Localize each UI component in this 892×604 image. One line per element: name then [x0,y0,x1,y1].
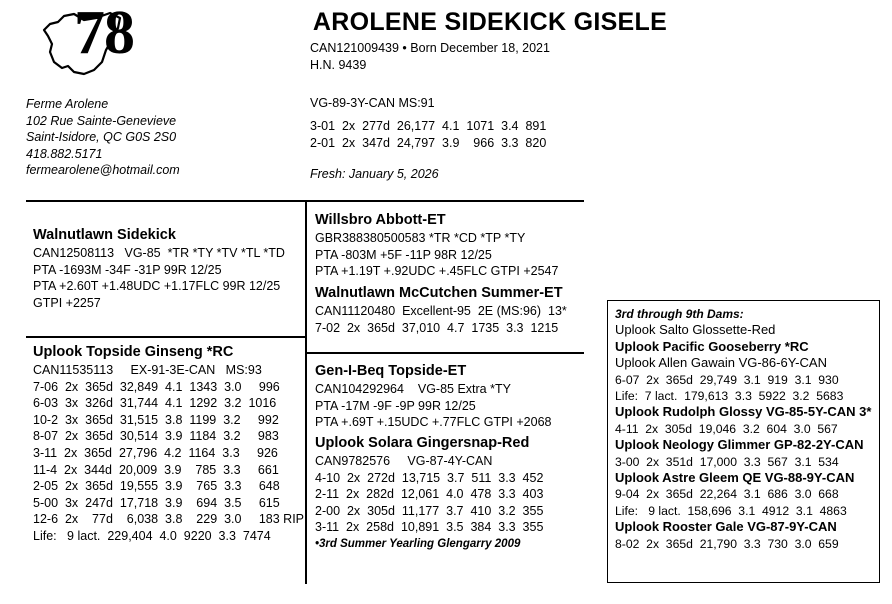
third-sire-line: CAN104292964 VG-85 Extra *TY [315,382,511,396]
second-dam-block [315,284,600,336]
sire-line: PTA -1693M -34F -31P 99R 12/25 [33,262,222,277]
animal-name: AROLENE SIDEKICK GISELE [312,8,668,36]
sire-block [33,226,303,311]
third-dam-record-row: 2-00 2x 305d 11,177 3.7 410 3.2 355 [315,503,544,518]
column-divider [305,202,307,584]
ancestor-dam-name: Uplook Rudolph Glossy VG-85-5Y-CAN 3* [615,404,872,420]
consignor-email: fermearolene@hotmail.com [26,163,180,177]
ancestor-dam-lifetime-row: Life: 7 lact. 179,613 3.3 5922 3.2 5683 [615,389,844,404]
third-sire-line: PTA -17M -9F -9P 99R 12/25 [315,398,476,413]
animal-herd-number: H.N. 9439 [310,58,367,72]
sire-line: PTA +2.60T +1.48UDC +1.17FLC 99R 12/25 [33,279,281,294]
consignor-block [26,96,276,179]
dam-line: CAN11535113 EX-91-3E-CAN MS:93 [33,363,262,377]
third-dam-record-row: 4-10 2x 272d 13,715 3.7 511 3.3 452 [315,470,544,485]
maternal-grandsire-name: Willsbro Abbott-ET [315,212,446,228]
maternal-grandsire-line: PTA +1.19T +.92UDC +.45FLC GTPI +2547 [315,264,559,279]
animal-record-row: 2-01 2x 347d 24,797 3.9 966 3.3 820 [310,136,547,150]
ancestor-dam-name: Uplook Allen Gawain VG-86-6Y-CAN [615,355,827,371]
animal-record-row: 3-01 2x 277d 26,177 4.1 1071 3.4 891 [310,119,547,133]
dam-record-row: 12-6 2x 77d 6,038 3.8 229 3.0 183 RIP [33,512,305,527]
consignor-address1: 102 Rue Sainte-Genevieve [26,113,177,128]
third-dam-line: CAN9782576 VG-87-4Y-CAN [315,454,493,468]
third-sire-line: PTA +.69T +.15UDC +.77FLC GTPI +2068 [315,415,552,430]
ancestor-dam-record-row: 3-00 2x 351d 17,000 3.3 567 3.1 534 [615,454,839,469]
animal-production-block [310,95,546,152]
ancestor-dams-box [607,300,880,583]
third-dam-record-row: 2-11 2x 282d 12,061 4.0 478 3.3 403 [315,487,544,502]
animal-registration-block [310,40,550,74]
ancestor-dam-name: Uplook Astre Gleem QE VG-88-9Y-CAN [615,470,855,486]
dam-record-row: 8-07 2x 365d 30,514 3.9 1184 3.2 983 [33,429,279,444]
ancestor-dam-name: Uplook Pacific Gooseberry *RC [615,338,809,354]
dam-record-row: 11-4 2x 344d 20,009 3.9 785 3.3 661 [33,462,279,477]
third-dam-record-row: 3-11 2x 258d 10,891 3.5 384 3.3 355 [315,520,544,535]
ancestor-dam-name: Uplook Salto Glossette-Red [615,322,776,338]
ancestor-dam-record-row: 8-02 2x 365d 21,790 3.3 730 3.0 659 [615,536,839,551]
sire-name: Walnutlawn Sidekick [33,227,176,243]
consignor-address2: Saint-Isidore, QC G0S 2S0 [26,130,177,144]
maternal-grandsire-line: PTA -803M +5F -11P 98R 12/25 [315,247,492,262]
mid-column-divider [307,352,584,354]
sire-dam-divider [26,336,305,338]
third-dam-name: Uplook Solara Gingersnap-Red [315,435,530,451]
dam-record-row: 10-2 3x 365d 31,515 3.8 1199 3.2 992 [33,412,279,427]
dam-record-row: 6-03 3x 326d 31,744 4.1 1292 3.2 1016 [33,396,277,411]
sire-line: GTPI +2257 [33,295,101,310]
third-sire-name: Gen-I-Beq Topside-ET [315,363,467,379]
third-dam-note: •3rd Summer Yearling Glengarry 2009 [315,537,521,550]
second-dam-record-row: 7-02 2x 365d 37,010 4.7 1735 3.3 1215 [315,320,559,335]
dam-name: Uplook Topside Ginseng *RC [33,344,234,360]
ancestor-dam-record-row: 9-04 2x 365d 22,264 3.1 686 3.0 668 [615,487,839,502]
fresh-date: Fresh: January 5, 2026 [310,167,439,181]
ancestor-dam-record-row: 4-11 2x 305d 19,046 3.2 604 3.0 567 [615,421,838,436]
maternal-grandsire-block [315,211,595,280]
dam-record-row: 5-00 3x 247d 17,718 3.9 694 3.5 615 [33,495,280,510]
lot-number: 78 [74,0,134,67]
consignor-phone: 418.882.5171 [26,146,103,161]
animal-registration: CAN121009439 • Born December 18, 2021 [310,41,550,55]
third-dam-block [315,434,600,553]
dam-record-row: 2-05 2x 365d 19,555 3.9 765 3.3 648 [33,479,280,494]
ancestor-dam-name: Uplook Neology Glimmer GP-82-2Y-CAN [615,437,864,453]
ancestor-dams-header: 3rd through 9th Dams: [615,307,744,321]
dam-lifetime-row: Life: 9 lact. 229,404 4.0 9220 3.3 7474 [33,528,271,543]
sire-line: CAN12508113 VG-85 *TR *TY *TV *TL *TD [33,246,285,260]
second-dam-name: Walnutlawn McCutchen Summer-ET [315,285,563,301]
consignor-name: Ferme Arolene [26,97,109,111]
lot-block [22,0,172,84]
ancestor-dam-lifetime-row: Life: 9 lact. 158,696 3.1 4912 3.1 4863 [615,503,847,518]
dam-record-row: 7-06 2x 365d 32,849 4.1 1343 3.0 996 [33,379,280,394]
dam-record-row: 3-11 2x 365d 27,796 4.2 1164 3.3 926 [33,445,278,460]
maternal-grandsire-line: GBR388380500583 *TR *CD *TP *TY [315,231,526,245]
second-dam-line: CAN11120480 Excellent-95 2E (MS:96) 13* [315,304,567,318]
ancestor-dam-name: Uplook Rooster Gale VG-87-9Y-CAN [615,519,837,535]
third-sire-block [315,362,595,431]
ancestor-dam-record-row: 6-07 2x 365d 29,749 3.1 919 3.1 930 [615,372,839,387]
dam-block [33,343,305,545]
animal-classification: VG-89-3Y-CAN MS:91 [310,96,435,110]
